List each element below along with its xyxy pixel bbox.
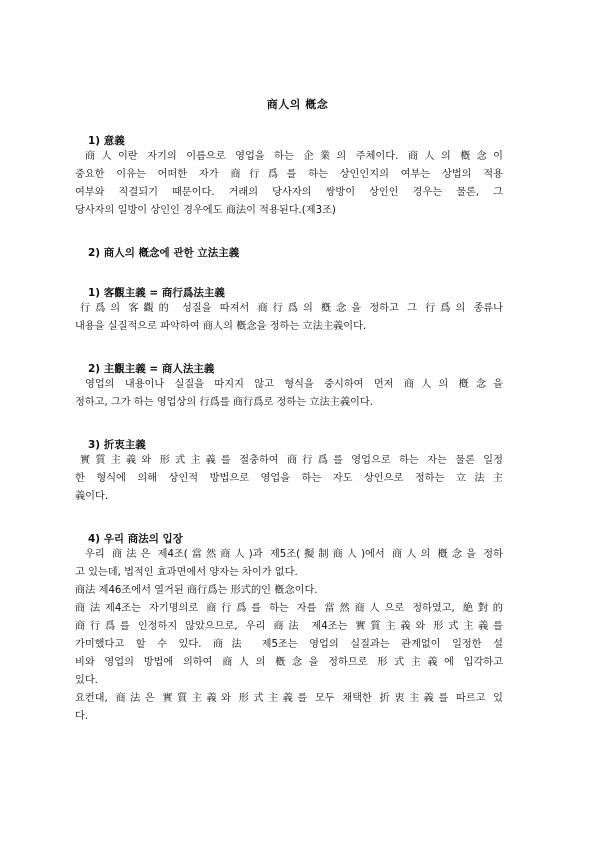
paragraph-line: 있다. <box>75 675 98 686</box>
document-title: 商人의 槪念 <box>266 98 329 111</box>
paragraph-line: 정하고, 그가 하는 영업상의 行爲를 商行爲로 정하는 立法主義이다. <box>75 397 373 408</box>
paragraph-line: 우리 商法은 제4조(當然商人)과 제5조(擬制商人)에서 商人의 槪念을 정하 <box>85 549 503 560</box>
paragraph-line: 고 있는데, 법적인 효과면에서 양자는 차이가 없다. <box>75 567 298 578</box>
paragraph-line: 요컨대, 商法은 實質主義와 形式主義를 모두 채택한 折衷主義를 따르고 있 <box>75 693 503 704</box>
section-heading-significance: 1) 意義 <box>88 135 125 147</box>
paragraph-line: 商行爲를 인정하지 않았으므로, 우리 商法 제4조는 實質主義와 形式主義를 <box>75 621 503 632</box>
paragraph-line: 비와 영업의 방법에 의하여 商人의 槪念을 정하므로 形式主義에 입각하고 <box>75 657 503 668</box>
paragraph-line: 영업의 내용이나 실질을 따지지 않고 형식을 중시하여 먼저 商人의 槪念을 <box>85 379 503 390</box>
paragraph-line: 여부와 직결되기 때문이다. 거래의 당사자의 쌍방이 상인인 경우는 물론, 그 <box>75 187 503 198</box>
section-heading-eclectic: 3) 折衷主義 <box>88 439 146 451</box>
paragraph-line: 行爲의 客觀的 성질을 따져서 商行爲의 槪念을 정하고 그 行爲의 종류나 <box>80 303 503 314</box>
section-heading-objective: 1) 客觀主義 = 商行爲法主義 <box>88 287 225 299</box>
paragraph-line: 義이다. <box>75 491 109 502</box>
paragraph-line: 商法 제46조에서 열거된 商行爲는 形式的인 槪念이다. <box>75 585 318 596</box>
paragraph-line: 중요한 이유는 어떠한 자가 商行爲를 하는 상인인지의 여부는 상법의 적용 <box>75 169 503 180</box>
paragraph-line: 다. <box>75 711 89 722</box>
section-heading-legislative: 2) 商人의 槪念에 관한 立法主義 <box>88 247 240 259</box>
paragraph-line: 한 형식에 의해 상인적 방법으로 영업을 하는 자도 상인으로 정하는 立法主 <box>75 473 503 484</box>
paragraph-line: 당사자의 일방이 상인인 경우에도 商法이 적용된다.(제3조) <box>75 205 336 216</box>
section-heading-korean-law: 4) 우리 商法의 입장 <box>88 533 183 545</box>
paragraph-line: 商人이란 자기의 이름으로 영업을 하는 企業의 주체이다. 商人의 槪念이 <box>85 151 503 162</box>
paragraph-line: 商法제4조는 자기명의로 商行爲를 하는 자를 當然商人으로 정하였고, 絶對的 <box>75 603 503 614</box>
paragraph-line: 가미했다고 할 수 있다. 商法 제5조는 영업의 실질과는 관계없이 일정한 설 <box>75 639 503 650</box>
paragraph-line: 내용을 실질적으로 파악하여 商人의 槪念을 정하는 立法主義이다. <box>75 321 367 332</box>
section-heading-subjective: 2) 主觀主義 = 商人法主義 <box>88 363 215 375</box>
paragraph-line: 實質主義와 形式主義를 절충하여 商行爲를 영업으로 하는 자는 물론 일정 <box>80 455 503 466</box>
